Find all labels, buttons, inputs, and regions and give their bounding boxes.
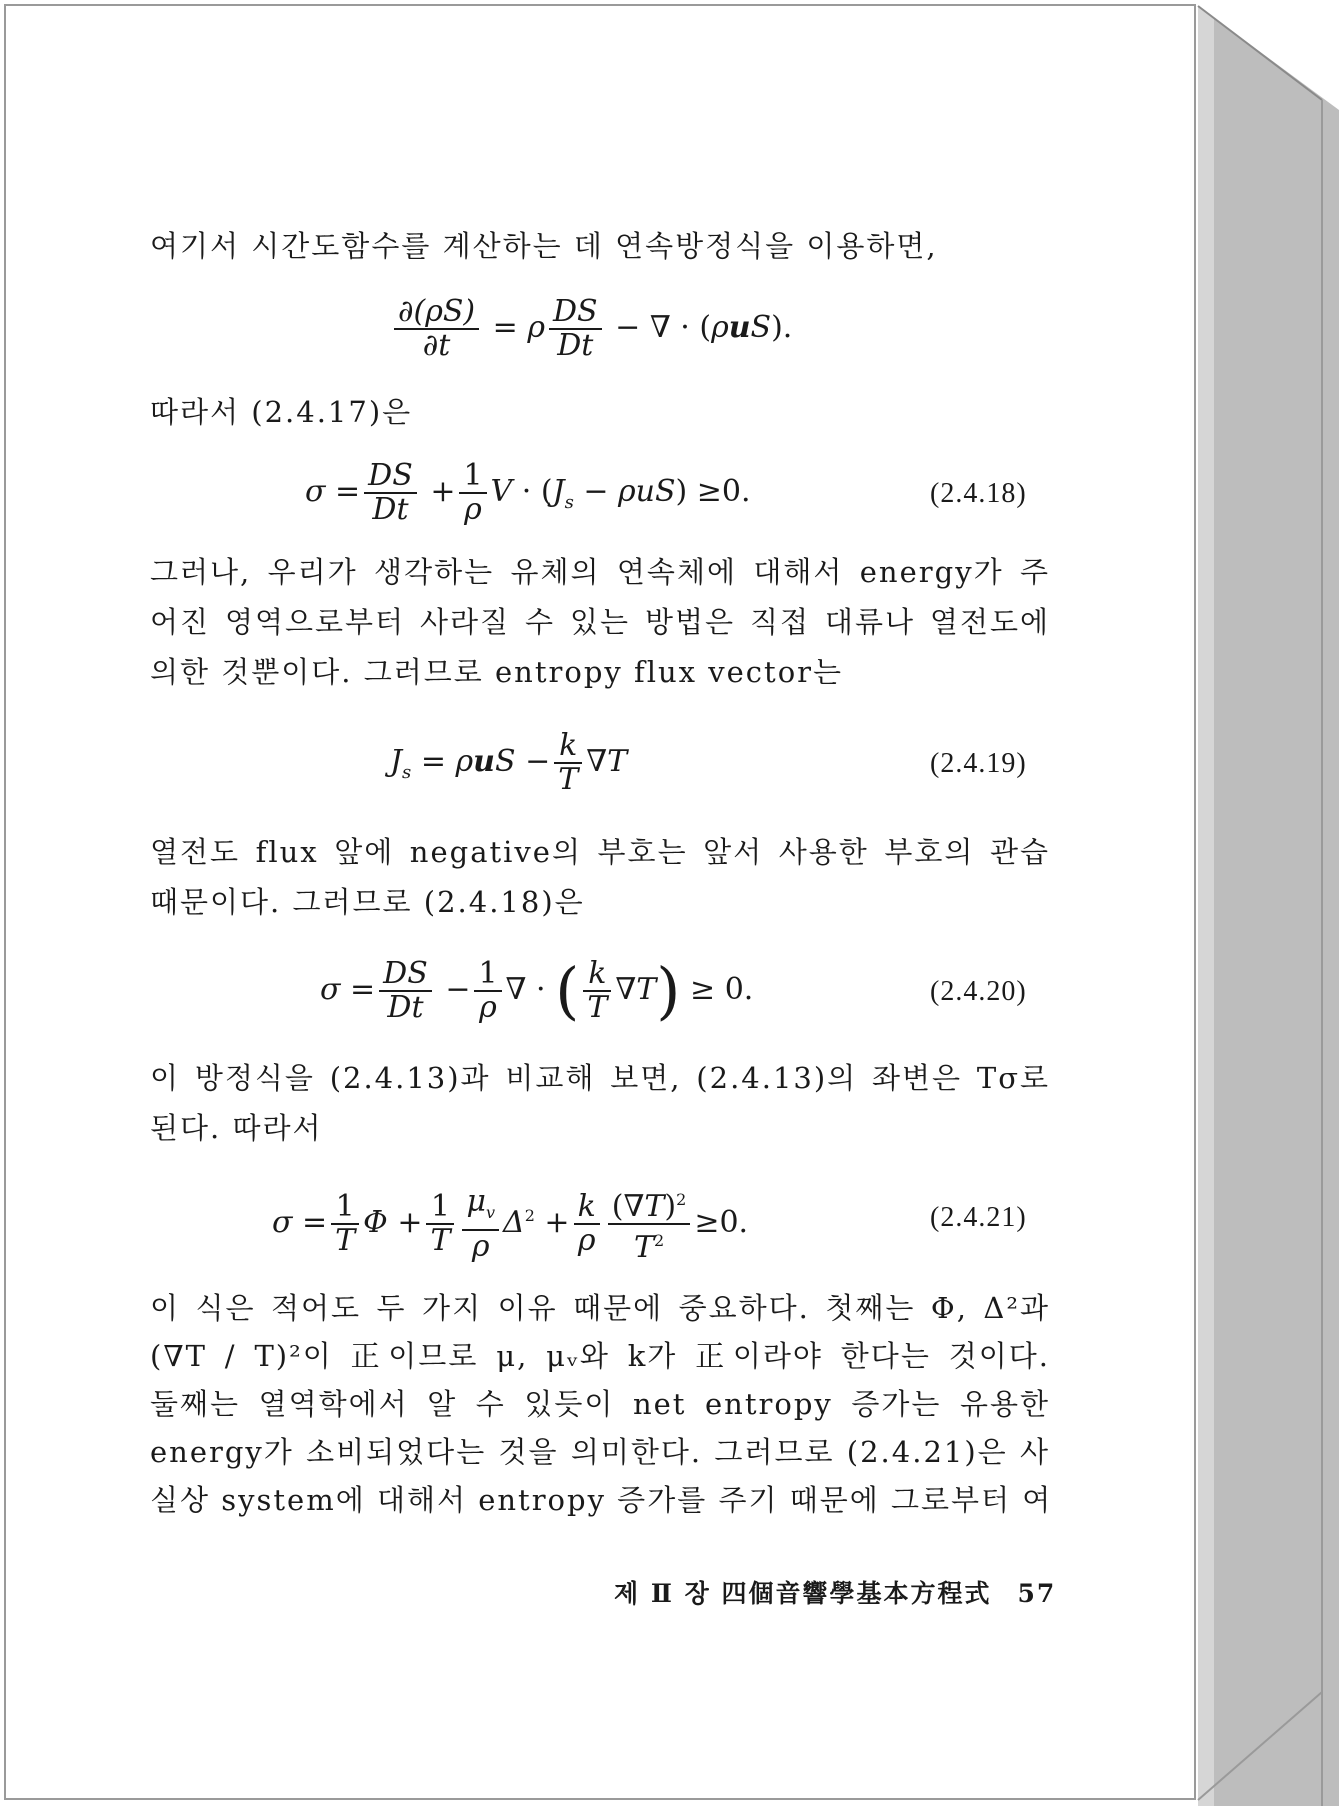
paragraph-line: 둘째는 열역학에서 알 수 있듯이 net entropy 증가는 유용한 [150,1387,1050,1421]
paragraph-line: 열전도 flux 앞에 negative의 부호는 앞서 사용한 부호의 관습 [150,835,1050,869]
paragraph-line: 이 방정식을 (2.4.13)과 비교해 보면, (2.4.13)의 좌변은 Tσ로 [150,1061,1050,1095]
text-line-therefore: 따라서 (2.4.17)은 [150,395,413,429]
paragraph-line: 때문이다. 그러므로 (2.4.18)은 [150,885,585,919]
paragraph-line: 어진 영역으로부터 사라질 수 있는 방법은 직접 대류나 열전도에 [150,605,1050,639]
paragraph-line: energy가 소비되었다는 것을 의미한다. 그러므로 (2.4.21)은 사 [150,1435,1050,1469]
page-footer [614,1574,1056,1610]
equation-continuity: $\frac{\partial(\rho S)}{\partial t}$ = ρ $\frac{DS}{Dt}$ − ∇ · (ρuS). [390,296,792,362]
paragraph-line: (∇T / T)²이 正이므로 μ, μᵥ와 k가 正이라야 한다는 것이다. [150,1339,1050,1373]
equation-number: (2.4.20) [930,976,1027,1007]
chapter-title: 제 Ⅱ 장 四個音響學基本方程式 [614,1579,992,1608]
paragraph-line: 실상 system에 대해서 entropy 증가를 주기 때문에 그로부터 여 [150,1483,1053,1517]
paragraph-line: 의한 것뿐이다. 그러므로 entropy flux vector는 [150,655,844,689]
paragraph-line: 이 식은 적어도 두 가지 이유 때문에 중요하다. 첫째는 Φ, Δ²과 [150,1291,1050,1325]
equation-2-4-20: σ = $\frac{DS}{Dt}$ − $\frac{1}{\rho}$ ∇ · ( $\frac{k}{T}$ ∇T) ≥ 0. [320,954,754,1027]
equation-2-4-21: σ = $\frac{1}{T}$ Φ + $\frac{1}{T}$ $\frac{\mu_v}{\rho}$ $\Delta^2$ + $\frac{k}{\rho}$ $\frac{(\nabla T)^2}{T^2}$ ≥0. [272,1183,749,1265]
equation-number: (2.4.19) [930,748,1027,779]
equation-number: (2.4.18) [930,478,1027,509]
equation-2-4-18: σ = $\frac{DS}{Dt}$ + $\frac{1}{\rho}$ $V \cdot (J_s - \rho uS) \ge 0$. [305,458,751,527]
equation-2-4-19: $J_s = \rho uS$ − $\frac{k}{T}$ ∇T [390,728,628,797]
page-number: 57 [1017,1579,1057,1608]
paragraph-line: 그러나, 우리가 생각하는 유체의 연속체에 대해서 energy가 주 [150,555,1050,589]
equation-number: (2.4.21) [930,1202,1027,1233]
paragraph-line: 된다. 따라서 [150,1111,323,1145]
text-line-intro: 여기서 시간도함수를 계산하는 데 연속방정식을 이용하면, [150,229,938,263]
